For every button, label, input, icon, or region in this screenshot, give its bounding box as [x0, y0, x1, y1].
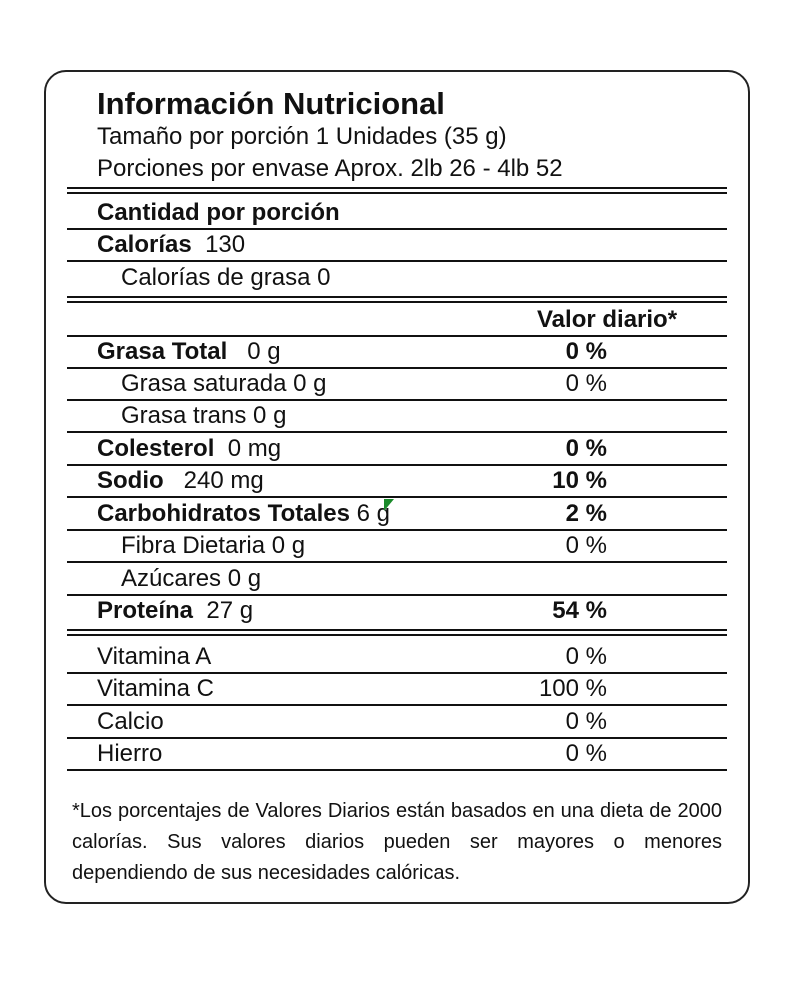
vitamin-row — [67, 739, 727, 771]
vitamin-row — [67, 642, 727, 674]
serving-size: Tamaño por porción 1 Unidades (35 g) — [97, 123, 507, 150]
nutrient-label: Grasa trans 0 g — [121, 402, 287, 429]
nutrient-percent: 0 % — [565, 338, 607, 365]
nutrient-label: Carbohidratos Totales — [97, 500, 350, 527]
nutrient-percent: 0 % — [565, 532, 607, 559]
nutrient-percent: 0 % — [565, 435, 607, 462]
vitamin-label: Vitamina C — [97, 675, 214, 702]
amount-per-serving-row — [67, 198, 727, 230]
nutrient-row — [67, 596, 727, 628]
nutrient-label: Sodio — [97, 467, 164, 494]
vitamin-percent: 100 % — [538, 675, 607, 702]
divider — [67, 192, 727, 194]
vitamin-percent: 0 % — [565, 643, 607, 670]
calories-value: 130 — [205, 231, 246, 258]
vitamin-label: Vitamina A — [97, 643, 212, 670]
divider — [67, 634, 727, 636]
vitamin-percent: 0 % — [565, 740, 607, 767]
footnote: *Los porcentajes de Valores Diarios están basados en una dieta de 2000 calorías. Sus valores diarios pueden ser mayores o menores dependiendo de sus necesidades calóricas. — [72, 800, 722, 884]
nutrient-row — [67, 401, 727, 433]
nutrient-label: Colesterol — [97, 435, 215, 462]
nutrient-row — [67, 564, 727, 596]
divider — [67, 301, 727, 303]
nutrient-label: Azúcares 0 g — [121, 565, 262, 592]
nutrient-percent: 10 % — [552, 467, 607, 494]
amount-per-serving-label: Cantidad por porción — [97, 199, 340, 226]
nutrient-label: Proteína — [97, 597, 194, 624]
divider — [67, 187, 727, 189]
servings-per-container: Porciones por envase Aprox. 2lb 26 - 4lb 52 — [97, 155, 563, 182]
nutrient-percent: 54 % — [552, 597, 607, 624]
nutrient-row — [67, 369, 727, 401]
nutrient-row — [67, 499, 727, 531]
daily-value-header: Valor diario* — [537, 306, 678, 333]
nutrient-amount: 6 g — [356, 500, 390, 527]
nutrient-amount: 240 mg — [183, 467, 264, 494]
nutrient-row — [67, 531, 727, 563]
calories-row — [67, 230, 727, 262]
nutrient-amount: 27 g — [206, 597, 254, 624]
nutrient-percent: 2 % — [565, 500, 607, 527]
vitamin-percent: 0 % — [565, 708, 607, 735]
divider — [67, 296, 727, 298]
nutrition-title: Información Nutricional — [97, 86, 445, 121]
nutrient-percent: 0 % — [565, 370, 607, 397]
calories-from-fat: Calorías de grasa 0 — [121, 264, 331, 291]
vitamin-label: Hierro — [97, 740, 163, 767]
vitamin-row — [67, 707, 727, 739]
nutrient-amount: 0 mg — [227, 435, 282, 462]
nutrient-row — [67, 337, 727, 369]
green-corner-marker — [384, 499, 394, 511]
calories-from-fat-row — [67, 263, 727, 295]
daily-value-header-row — [67, 305, 727, 337]
vitamin-row — [67, 674, 727, 706]
nutrient-label: Grasa saturada 0 g — [121, 370, 327, 397]
nutrient-label: Fibra Dietaria 0 g — [121, 532, 306, 559]
nutrient-label: Grasa Total — [97, 338, 228, 365]
nutrient-row — [67, 434, 727, 466]
nutrient-row — [67, 466, 727, 498]
divider — [67, 629, 727, 631]
nutrient-amount: 0 g — [247, 338, 281, 365]
vitamin-label: Calcio — [97, 708, 164, 735]
calories-label: Calorías — [97, 231, 192, 258]
